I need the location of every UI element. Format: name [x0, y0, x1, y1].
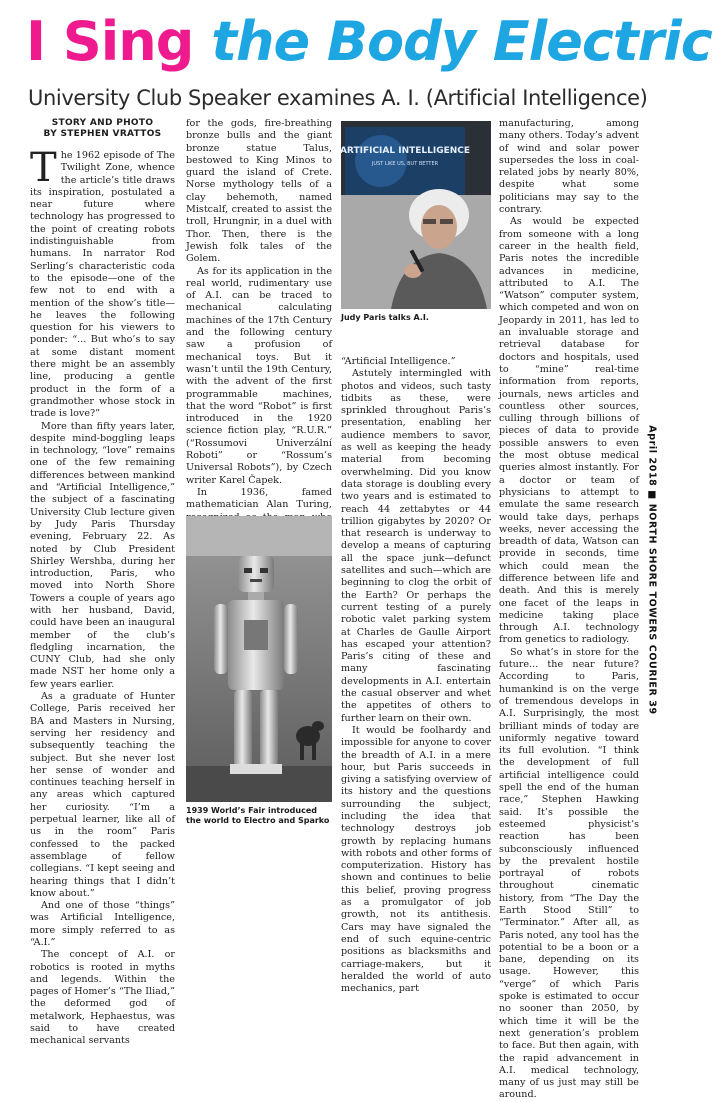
- column-4: [499, 118, 639, 1102]
- robot-photo-image: [186, 516, 332, 802]
- headline-part-1: I Sing: [26, 10, 194, 73]
- paragraph: It would be foolhardy and impossible for anyone to cover the breadth of A.I. in a mere hour, but Paris succeeds in giving a satisfying overview of its history and the questions surrounding the subject, including the idea that technology destroys job growth by replacing humans with robots and other forms of computerization. History has shown and continues to belie this belief, proving progress as a promulgator of job growth, not its antithesis. Cars may have signaled the end of such equine-centric positions as blacksmiths and carriage-makers, but it heralded the world of auto mechanics, part: [341, 724, 491, 995]
- headline-part-2: the Body Electric: [211, 10, 712, 73]
- judy-paris-photo: [341, 121, 491, 309]
- byline-line-2: BY STEPHEN VRATTOS: [43, 129, 162, 139]
- judy-paris-photo-image: [341, 121, 491, 309]
- paragraph: As for its application in the real world, rudimentary use of A.I. can be traced to mechanical calculating machines of the 17th Century and the following century saw a profusion of mechanical toys. But it wasn’t until the 19th Century, with the advent of the first programmable machines, that the word “Robot” is first introduced in the 1920 science fiction play, “R.U.R.” (“Rossumovi Univerzální Roboti” or “Rossum’s Universal Robots”), by Czech writer Karel Čapek.: [186, 265, 332, 486]
- column-3: [341, 356, 491, 995]
- paragraph: Astutely intermingled with photos and videos, such tasty tidbits as these, were sprinkled throughout Paris’s presentation, enabling her audience members to savor, as well as keeping the heady material from becoming overwhelming. Did you know data storage is doubling every two years and is estimated to reach 44 zettabytes or 44 trillion gigabytes by 2020? Or that research is underway to develop a means of capturing all the space junk—defunct satellites and such—which are beginning to clog the orbit of the Earth? Or perhaps the current testing of a purely robotic valet parking system at Charles de Gaulle Airport has escaped your attention? Paris’s citing of these and many fascinating developments in A.I. entertain the casual observer and whet the appetites of others to further learn on their own.: [341, 368, 491, 724]
- paragraph: The concept of A.I. or robotics is rooted in myths and legends. Within the pages of Homer’s “The Iliad,” the deformed god of metalwork, Hephaestus, was said to have created mechanical servants: [30, 949, 175, 1047]
- paragraph: “Artificial Intelligence.”: [341, 356, 456, 367]
- robot-photo: [186, 516, 332, 802]
- paragraph-text: he 1962 episode of The Twilight Zone, whence the article’s title draws its inspiration, postulated a near future where technology has progressed to the point of creating robots indistinguishable from humans. In narrator Rod Serling’s characteristic coda to the episode—one of the few not to end with a mention of the show’s title—he leaves the following question for his viewers to ponder: “... But who’s to say at some distant moment there might be an assembly line, producing a gentle product in the form of a grandmother whose stock in trade is love?”: [30, 150, 175, 420]
- paragraph: As a graduate of Hunter College, Paris received her BA and Masters in Nursing, serving her residency and subsequently teaching the subject. But she never lost her sense of wonder and continues teaching herself in any areas which captured her curiosity. “I’m a perpetual learner, like all of us in the room” Paris confessed to the packed assemblage of fellow collegians. “I kept seeing and hearing things that I didn’t know about.”: [30, 691, 175, 899]
- drop-cap: T: [30, 145, 57, 191]
- sidebar-text: April 2018 ■ NORTH SHORE TOWERS COURIER 39: [646, 425, 658, 715]
- paragraph: In 1936, famed mathematician Alan Turing,: [186, 486, 332, 511]
- byline: [30, 118, 175, 140]
- judy-photo-caption: Judy Paris talks A.I.: [341, 313, 429, 322]
- column-1: [30, 118, 175, 1048]
- deck-subtitle: University Club Speaker examines A. I. (Artificial Intelligence): [28, 86, 648, 110]
- paragraph: And one of those “things” was Artificial Intelligence, more simply referred to as “A.I.”: [30, 900, 175, 948]
- headline: [26, 6, 712, 82]
- robot-photo-caption: 1939 World’s Fair introduced the world to Electro and Sparko: [186, 806, 330, 825]
- paragraph: So what’s in store for the future... the near future? According to Paris, humankind is on the verge of tremendous develops in A.I. Surprisingly, the most brilliant minds of today are uniformly negative toward its full evolution. “I think the development of full artificial intelligence could spell the end of the human race,” Stephen Hawking said. It’s possible the esteemed physicist’s reaction has been subconsciously influenced by the prevalent hostile portrayal of robots throughout cinematic history, from “The Day the Earth Stood Still” to “Terminator.” After all, as Paris noted, any tool has the potential to be a boon or a bane, depending on its usage. However, this “verge” of which Paris spoke is estimated to occur no sooner than 2050, by which time it will be the next generation’s problem to face. But then again, with the rapid advancement in A.I. medical technology, many of us just may still be around.: [499, 646, 639, 1101]
- paragraph: [30, 145, 175, 421]
- slide-subtitle: JUST LIKE US, BUT BETTER: [371, 161, 439, 167]
- paragraph: As would be expected from someone with a long career in the health field, Paris notes the incredible advances in medicine, attributed to A.I. The “Watson” computer system, which competed and won on Jeopardy in 2011, has led to an invaluable storage and retrieval database for doctors and hospitals, used to “mine” real-time information from reports, journals, news articles and countless other sources, culling through billions of pieces of data to provide possible answers to even the most obtuse medical queries almost instantly. For a doctor or team of physicians to attempt to emulate the same research would take days, perhaps weeks, never accessing the breadth of data, Watson can provide in seconds, time which could mean the difference between life and death. And this is merely one facet of the leaps in medicine taking place through A.I. technology from genetics to radiology.: [499, 216, 639, 646]
- byline-line-1: STORY AND PHOTO: [51, 118, 154, 128]
- page-footer-sidebar: [644, 300, 660, 840]
- slide-title: ARTIFICIAL INTELLIGENCE: [339, 146, 471, 156]
- paragraph: manufacturing, among many others. Today’s advent of wind and solar power supersedes the loss in coal-related jobs by nearly 80%, despite what some politicians may say to the contrary.: [499, 118, 639, 216]
- paragraph: for the gods, fire-breathing bronze bulls and the giant bronze statue Talus, bestowed to King Minos to guard the island of Crete. Norse mythology tells of a clay behemoth, named Mistcalf, created to assist the troll, Hrungnir, in a duel with Thor. Then, there is the Jewish folk tales of the Golem.: [186, 118, 332, 265]
- paragraph: More than fifty years later, despite mind-boggling leaps in technology, “love” remains one of the few remaining differences between mankind and “Artificial Intelligence,” the subject of a fascinating University Club lecture given by Judy Paris Thursday evening, February 22. As noted by Club President Shirley Wershba, during her introduction, Paris, who moved into North Shore Towers a couple of years ago with her husband, David, could have been an inaugural member of the club’s fledgling incarnation, the CUNY Club, had she only made NST her home only a few years earlier.: [30, 420, 175, 690]
